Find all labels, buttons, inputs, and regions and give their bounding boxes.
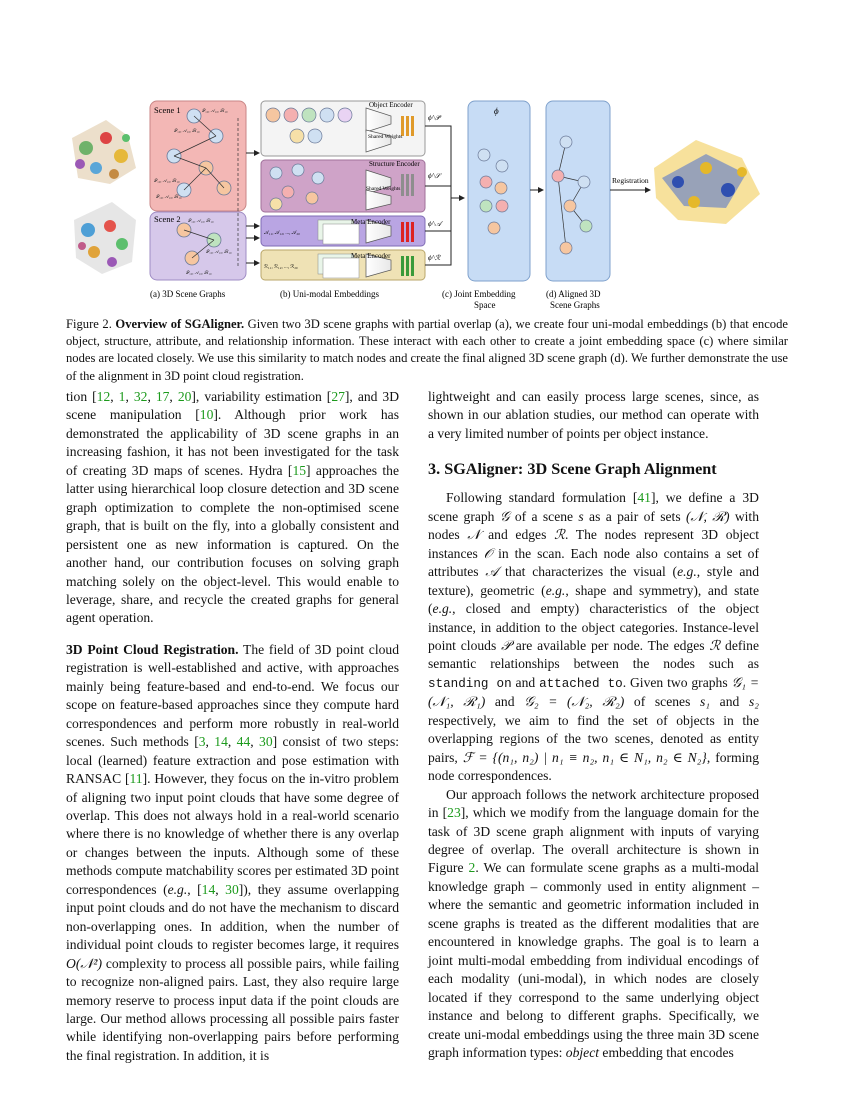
subcaption-d-line2: Scene Graphs [550,300,600,310]
meta-attr-seq: 𝒜₁₁, 𝒜₁₂, ..., 𝒜₂₀ [264,231,300,236]
citation-link[interactable]: 1 [118,389,126,404]
citation-link[interactable]: 30 [225,881,239,897]
shared-weights-2: Shared Weights [366,186,401,192]
registered-point-cloud [654,140,760,224]
shared-weights-1: Shared Weights [368,134,403,140]
citation-link[interactable]: 11 [129,771,143,787]
svg-text:𝒫₁₀, 𝒜₁₀, ℛ₁₀: 𝒫₁₀, 𝒜₁₀, ℛ₁₀ [174,128,200,133]
paragraph-heading: 3D Point Cloud Registration. [66,641,239,657]
citation-link[interactable]: 44 [236,734,251,750]
right-paragraph-2: Our approach follows the network architecture proposed in [23], which we modify from the language domain for the task of 3D scene graph alignment with inputs of varying degree of overlap. The overall architecture is shown in Figure 2. We can formulate scene graphs as a multi-modal knowledge graph – commonly used in entity alignment – where the semantic and geometric information included in scene graphs is treated as the different modalities that are encountered in knowledge graphs. The goal is to learn a joint multi-modal embedding from individual encodings of each modality (uni-modal), in which nodes are closely located if they correspond to the same underlying object instance and belong to different graphs. Specifically, we create uni-modal embeddings using the three main 3D scene graph information types: object embedding that encodes [428,786,760,1060]
scene2-point-cloud [74,202,136,274]
citation-link[interactable]: 30 [259,734,273,750]
citation-link[interactable]: 17 [155,389,170,404]
citation-link[interactable]: 20 [177,389,192,404]
aligned-graph-panel [546,101,610,281]
caption-label: Figure 2. [66,317,112,331]
arrows-a-to-b [246,153,259,263]
citation-link[interactable]: 12 [96,389,111,404]
figure-caption [66,316,788,385]
svg-text:𝒫₁₀, 𝒜₁₀, ℛ₁₀: 𝒫₁₀, 𝒜₁₀, ℛ₁₀ [156,194,182,199]
right-paragraph-0: lightweight and can easily process large scenes, since, as shown in our ablation studies, our method can operate with a very limited number of points per object instance. [428,389,759,441]
right-paragraph-1: Following standard formulation [41], we define a 3D scene graph 𝒢 of a scene s as a pair of sets (𝒩, ℛ) with nodes 𝒩 and edges ℛ. The nodes represent 3D object instances 𝒪 in the scan. Each node also contains a set of attributes 𝒜 that characterizes the visual (e.g., style and texture), geometric (e.g., shape and symmetry), and state (e.g., closed and empty) characteristics of the object instance, in addition to the object categories. Instance-level point clouds 𝒫 are available per node. The edges ℛ define semantic relationships between the nodes such as standing on and attached to. Given two graphs 𝒢₁ = (𝒩₁, ℛ₁) and 𝒢₂ = (𝒩₂, ℛ₂) of scenes s₁ and s₂ respectively, we aim to find the set of objects in the overlapping regions of the two scenes, denoted as entity pairs, ℱ = {(n₁, n₂) | n₁ ≡ n₂, n₁ ∈ N₁, n₂ ∈ N₂}, forming node correspondences. [428,490,760,784]
meta-encoder-2-label: Meta Encoder [351,252,391,260]
svg-text:𝒫₁₀, 𝒜₁₀, ℛ₁₀: 𝒫₁₀, 𝒜₁₀, ℛ₁₀ [202,108,228,113]
subcaption-d-line1: (d) Aligned 3D [546,289,601,299]
subcaption-a: (a) 3D Scene Graphs [150,289,226,299]
embedding-symbols [428,114,444,262]
subcaption-b: (b) Uni-modal Embeddings [280,289,379,299]
svg-text:𝒫₁₀, 𝒜₁₀, ℛ₁₀: 𝒫₁₀, 𝒜₁₀, ℛ₁₀ [188,218,214,223]
svg-text:ϕ^𝒮: ϕ^𝒮 [428,172,440,180]
citation-link[interactable]: 10 [199,407,214,423]
subcaption-c-line1: (c) Joint Embedding [442,289,516,299]
citation-link[interactable]: 14 [201,881,216,897]
citation-link[interactable]: 27 [331,389,345,404]
svg-text:𝒫₁₀, 𝒜₁₀, ℛ₁₀: 𝒫₁₀, 𝒜₁₀, ℛ₁₀ [206,249,232,254]
svg-text:ϕ^𝒜: ϕ^𝒜 [428,220,442,228]
citation-link[interactable]: 41 [637,490,651,506]
right-column [428,388,759,1062]
svg-text:𝒫₁₀, 𝒜₁₀, ℛ₁₀: 𝒫₁₀, 𝒜₁₀, ℛ₁₀ [186,270,212,275]
left-paragraph-2: 3D Point Cloud Registration. The field of 3D point cloud registration is well-established and active, with approaches mainly being feature-based and end-to-end. We focus our scope on feature-based approaches since they compute hard correspondences and perform more robustly in real-world scenes. Such methods [3, 14, 44, 30] consist of two steps: local (learned) feature extraction and pose estimation with RANSAC [11]. However, they focus on the in-vitro problem of aligning two input point clouds that have some degree of overlap. This does not always hold in a real-world scenario where there is no knowledge of whether there is any overlap or changes between the inputs. Although some of these methods compute matchability scores per estimated 3D point correspondences (e.g., [14, 30]), they assume overlapping input point clouds and do not have the mechanism to discard non-overlapping ones. In addition, when the number of individual point clouds to register becomes large, it requires O(𝒩²) complexity to process all possible pairs, while failing to recognize non-aligned pairs. Last, they also require large memory reserve to process input data if the point clouds are large. Our method allows processing all possible pairs faster while identifying non-overlapping pairs before performing the final registration. In addition, it is [66,641,400,1063]
left-column [66,388,399,1065]
svg-text:ϕ^ℛ: ϕ^ℛ [428,254,441,262]
structure-encoder-label: Structure Encoder [369,160,420,168]
meta-tokens [318,220,359,278]
meta-rel-seq: ℛ₁₁, ℛ₁₂, ..., ℛ₂₀ [264,265,298,270]
left-paragraph-1: tion [12, 1, 32, 17, 20], variability estimation [27], and 3D scene manipulation [10]. Although prior work has demonstrated the applicability of 3D scene graphs in an increasing fashion, it has not been investigated for the task of creating 3D maps of scenes. Hydra [15] approaches the latter using hierarchical loop closure detection and 3D scene graph optimization to complete the non-optimised scene graph, that is built on the fly, into a globally consistent and persistent one as new information is captured. On the another hand, our contribution focuses on solving graph matching solely on the object-level. This would enable to leverage, share, and recycle the created graphs for general agent operation. [66,389,400,626]
citation-link[interactable]: 32 [133,389,148,404]
figure-reference-link[interactable]: 2 [468,860,476,876]
meta-encoder-1-label: Meta Encoder [351,218,391,226]
scene2-label: Scene 2 [154,214,181,224]
scene1-label: Scene 1 [154,105,181,115]
citation-link[interactable]: 15 [292,462,307,478]
svg-text:ϕ^𝒫: ϕ^𝒫 [428,114,440,122]
subcaption-c-line2: Space [474,300,496,310]
caption-text: Given two 3D scene graphs with partial overlap (a), we create four uni-modal embeddings (b) that encode object, structure, attribute, and relationship information. These interact with each other to create a joint embedding space (c) where similar nodes are located closely. We use this similarity to match nodes and create the final aligned 3D scene graph (d). We further demonstrate the use of the alignment in 3D point cloud registration. [66,317,788,383]
citation-link[interactable]: 14 [214,734,228,750]
caption-title: Overview of SGAligner. [115,317,245,331]
svg-text:𝒫₁₀, 𝒜₁₀, ℛ₁₀: 𝒫₁₀, 𝒜₁₀, ℛ₁₀ [154,178,180,183]
overview-figure [66,98,766,312]
joint-phi-symbol: ϕ [494,106,499,116]
object-encoder-label: Object Encoder [369,101,413,109]
scene1-point-cloud [72,120,136,184]
arrows-b-to-c [425,126,464,265]
citation-link[interactable]: 23 [447,805,461,821]
citation-link[interactable]: 3 [198,734,206,750]
section-heading: 3. SGAligner: 3D Scene Graph Alignment [428,460,717,479]
registration-label: Registration [612,176,649,185]
